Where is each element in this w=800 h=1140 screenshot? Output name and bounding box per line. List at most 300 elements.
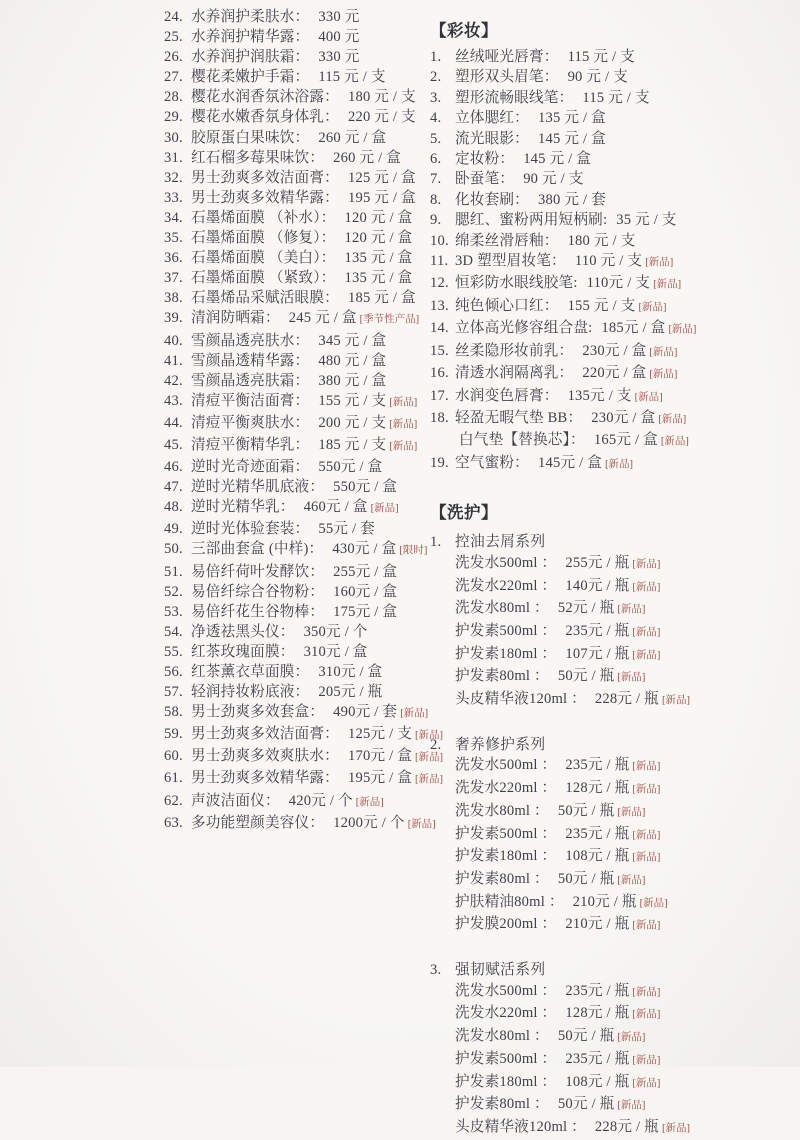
item-label: 红茶玫瑰面膜： xyxy=(191,643,295,660)
item-price: 52元 / 瓶 xyxy=(557,600,615,617)
item-price: 420元 / 个 xyxy=(288,792,353,809)
item-tag: [新品] xyxy=(617,1032,646,1044)
item-number: 58. xyxy=(164,704,183,721)
item-price: 220 元 / 支 xyxy=(347,109,416,126)
price-row xyxy=(164,208,430,228)
item-tag: [季节性产品] xyxy=(359,314,420,326)
item-price: 180 元 / 支 xyxy=(567,232,636,249)
item-price: 490元 / 套 xyxy=(333,704,398,721)
item-label: 水养润护润肤霜： xyxy=(191,49,310,66)
item-label: 逆时光奇迹面霜： xyxy=(191,459,310,476)
makeup-price-list xyxy=(430,47,790,475)
item-label: 洗发水80ml ： xyxy=(455,600,549,617)
item-number: 53. xyxy=(164,603,183,620)
item-label: 立体腮红： xyxy=(455,110,529,127)
price-row xyxy=(430,231,790,251)
item-price: 235元 / 瓶 xyxy=(565,825,630,842)
item-tag: [新品] xyxy=(661,695,690,707)
item-price: 230元 / 盒 xyxy=(591,409,656,426)
item-price: 228元 / 瓶 xyxy=(594,1119,659,1135)
item-label: 石墨烯品采赋活眼膜： xyxy=(191,290,339,307)
series-title: 控油去屑系列 xyxy=(455,534,546,551)
price-row xyxy=(455,778,790,801)
item-price: 310元 / 盒 xyxy=(318,664,383,680)
item-tag: [新品] xyxy=(605,458,634,470)
item-number: 59. xyxy=(164,726,183,743)
price-row xyxy=(164,457,430,477)
item-label: 逆时光精华肌底液： xyxy=(191,479,325,496)
item-price: 228元 / 瓶 xyxy=(594,691,659,708)
washcare-series xyxy=(430,960,790,1140)
item-label: 护发膜200ml ： xyxy=(455,916,557,933)
item-label: 护发素500ml ： xyxy=(455,825,557,842)
item-tag: [新品] xyxy=(389,440,418,452)
item-label: 恒彩防水眼线胶笔: xyxy=(455,275,578,292)
item-number: 14. xyxy=(430,320,449,337)
item-label: 水养润护精华露： xyxy=(191,29,310,46)
item-price: 50元 / 瓶 xyxy=(557,668,615,685)
series-number: 3. xyxy=(430,962,442,979)
washcare-series xyxy=(430,532,790,712)
price-row xyxy=(430,108,790,128)
section-makeup-header: 【彩妆】 xyxy=(430,21,498,40)
item-label: 樱花柔嫩护手霜： xyxy=(191,69,310,86)
item-number: 3. xyxy=(430,89,442,106)
price-row xyxy=(164,724,443,746)
item-label: 立体高光修容组合盘: xyxy=(455,320,593,337)
item-label: 空气蜜粉： xyxy=(455,454,529,471)
item-price: 235元 / 瓶 xyxy=(565,982,630,999)
item-price: 235元 / 瓶 xyxy=(565,622,630,639)
item-price: 205元 / 瓶 xyxy=(318,684,383,701)
item-price: 460元 / 盒 xyxy=(303,499,368,516)
item-number: 61. xyxy=(164,770,183,787)
item-number: 55. xyxy=(164,643,183,660)
item-price: 200 元 / 支 xyxy=(318,414,387,431)
price-row xyxy=(430,296,790,318)
item-tag: [新品] xyxy=(649,369,678,381)
item-label: 男士劲爽多效爽肤水： xyxy=(191,748,339,765)
price-row xyxy=(164,813,436,835)
item-price: 400 元 xyxy=(318,29,360,46)
item-number: 48. xyxy=(164,499,183,516)
item-number: 25. xyxy=(164,29,183,46)
item-price: 235元 / 瓶 xyxy=(565,757,630,774)
item-label: 清痘平衡洁面膏： xyxy=(191,392,310,409)
item-label: 樱花水润香氛沐浴露： xyxy=(191,89,339,106)
item-label: 卧蚕笔： xyxy=(455,171,515,188)
price-row xyxy=(164,702,430,724)
item-price: 480 元 / 盒 xyxy=(318,352,387,369)
item-tag: [新品] xyxy=(661,1123,690,1134)
item-price: 155 元 / 支 xyxy=(318,392,387,409)
item-label: 易倍纤荷叶发酵饮： xyxy=(191,563,325,580)
item-price: 110元 / 支 xyxy=(586,275,651,292)
price-row xyxy=(164,539,430,561)
price-row xyxy=(430,210,790,230)
item-label: 雪颜晶透亮肤霜： xyxy=(191,372,310,389)
item-price: 380 元 / 套 xyxy=(537,191,606,208)
item-number: 1. xyxy=(430,49,442,65)
item-number: 28. xyxy=(164,89,183,106)
item-label: 樱花水嫩香氛身体乳： xyxy=(191,109,339,126)
item-label: 洗发水500ml ： xyxy=(455,757,557,774)
price-row xyxy=(164,87,430,107)
series-title: 奢养修护系列 xyxy=(455,736,546,753)
price-row xyxy=(164,602,430,622)
item-label: 头皮精华液120ml ： xyxy=(455,1119,586,1135)
item-price: 185 元 / 盒 xyxy=(347,290,416,307)
item-label: 护发素500ml ： xyxy=(455,622,557,639)
price-row xyxy=(164,768,443,790)
price-row xyxy=(430,363,790,385)
price-row xyxy=(455,1026,790,1049)
price-row xyxy=(164,331,430,351)
price-row xyxy=(455,801,790,824)
price-row xyxy=(455,981,790,1004)
price-row xyxy=(164,168,430,188)
item-price: 35 元 / 支 xyxy=(616,212,677,229)
item-label: 3D 塑型眉妆笔： xyxy=(455,253,566,270)
item-label: 丝绒哑光唇膏： xyxy=(455,49,559,65)
item-label: 护发素80ml ： xyxy=(455,870,549,887)
item-label: 雪颜晶透亮肤水： xyxy=(191,332,310,349)
item-number: 7. xyxy=(430,171,442,188)
item-tag: [新品] xyxy=(660,436,689,448)
item-label: 洗发水220ml ： xyxy=(455,780,557,797)
item-price: 55元 / 套 xyxy=(318,521,375,538)
price-row xyxy=(455,869,790,892)
item-price: 120 元 / 盒 xyxy=(344,230,413,247)
price-row xyxy=(164,67,430,87)
item-tag: [新品] xyxy=(617,874,646,886)
item-label: 净透祛黑头仪： xyxy=(191,623,295,640)
item-label: 男士劲爽多效精华露： xyxy=(191,189,339,206)
item-price: 230元 / 盒 xyxy=(582,342,647,359)
item-price: 170元 / 盒 xyxy=(347,748,412,765)
item-price: 210元 / 瓶 xyxy=(565,916,630,933)
item-price: 430元 / 盒 xyxy=(332,541,397,558)
item-price: 550元 / 盒 xyxy=(333,479,398,496)
item-number: 41. xyxy=(164,352,183,369)
item-price: 345 元 / 盒 xyxy=(318,332,387,349)
price-row xyxy=(164,47,430,67)
item-price: 245 元 / 盒 xyxy=(288,310,357,327)
item-price: 235元 / 瓶 xyxy=(565,1050,630,1067)
item-label: 水养润护柔肤水： xyxy=(191,9,310,25)
price-row xyxy=(430,341,790,363)
item-tag: [新品] xyxy=(638,301,667,313)
item-label: 易倍纤花生谷物棒： xyxy=(191,603,325,620)
item-label: 三部曲套盒 (中样)： xyxy=(191,541,324,558)
price-row xyxy=(455,892,790,915)
item-tag: [新品] xyxy=(639,897,668,909)
item-price: 1200元 / 个 xyxy=(333,814,405,831)
item-number: 60. xyxy=(164,748,183,765)
price-row xyxy=(455,621,790,644)
price-row xyxy=(430,67,790,87)
item-price: 50元 / 瓶 xyxy=(557,1028,615,1045)
item-number: 10. xyxy=(430,232,449,249)
item-number: 50. xyxy=(164,541,183,558)
item-number: 47. xyxy=(164,479,183,496)
item-price: 108元 / 瓶 xyxy=(565,1073,630,1090)
item-tag: [新品] xyxy=(645,257,674,269)
item-price: 128元 / 瓶 xyxy=(565,780,630,797)
price-row xyxy=(164,391,430,413)
series-number: 2. xyxy=(430,736,442,753)
price-row xyxy=(455,914,790,937)
price-row xyxy=(430,88,790,108)
price-row xyxy=(455,644,790,667)
item-tag: [新品] xyxy=(632,920,661,932)
price-row xyxy=(164,228,430,248)
price-row xyxy=(430,386,790,408)
item-label: 定妆粉： xyxy=(455,151,515,168)
right-column xyxy=(430,7,790,1135)
item-label: 护发素500ml ： xyxy=(455,1050,557,1067)
price-row xyxy=(164,7,430,27)
item-tag: [新品] xyxy=(632,626,661,638)
item-label: 护发素80ml ： xyxy=(455,668,549,685)
series-items xyxy=(455,755,790,937)
item-price: 260 元 / 盒 xyxy=(318,129,387,146)
item-number: 32. xyxy=(164,169,183,186)
item-price: 110 元 / 支 xyxy=(574,253,643,270)
item-tag: [新品] xyxy=(400,708,429,720)
item-number: 57. xyxy=(164,684,183,701)
item-number: 52. xyxy=(164,583,183,600)
item-price: 255元 / 瓶 xyxy=(565,554,630,571)
price-row xyxy=(164,288,430,308)
item-number: 43. xyxy=(164,392,183,409)
item-number: 4. xyxy=(430,110,442,127)
item-tag: [新品] xyxy=(389,418,418,430)
item-price: 175元 / 盒 xyxy=(333,603,398,620)
item-label: 护发素80ml ： xyxy=(455,1096,549,1113)
item-label: 逆时光精华乳： xyxy=(191,499,295,516)
item-label: 胶原蛋白果味饮： xyxy=(191,129,310,146)
item-tag: [新品] xyxy=(632,1054,661,1066)
item-number: 63. xyxy=(164,814,183,831)
item-label: 男士劲爽多效洁面膏： xyxy=(191,726,339,743)
series-title-row xyxy=(430,960,790,981)
price-row xyxy=(459,430,790,452)
item-price: 115 元 / 支 xyxy=(318,69,386,86)
item-label: 塑形双头眉笔： xyxy=(455,69,559,86)
item-price: 50元 / 瓶 xyxy=(557,1096,615,1113)
item-label: 洗发水220ml ： xyxy=(455,577,557,594)
item-price: 125 元 / 盒 xyxy=(347,169,416,186)
series-number: 1. xyxy=(430,534,442,551)
item-label: 清痘平衡精华乳： xyxy=(191,436,310,453)
item-price: 145元 / 盒 xyxy=(537,454,603,471)
item-number: 62. xyxy=(164,792,183,809)
item-label: 雪颜晶透精华露： xyxy=(191,352,310,369)
item-number: 46. xyxy=(164,459,183,476)
item-number: 35. xyxy=(164,230,183,247)
item-number: 44. xyxy=(164,414,183,431)
item-price: 125元 / 支 xyxy=(347,726,412,743)
price-row xyxy=(430,318,790,340)
item-price: 50元 / 瓶 xyxy=(557,802,615,819)
item-number: 30. xyxy=(164,129,183,146)
item-number: 6. xyxy=(430,151,442,168)
item-label: 石墨烯面膜 （紧致）： xyxy=(191,270,336,287)
price-row xyxy=(164,413,430,435)
price-row xyxy=(455,576,790,599)
item-tag: [新品] xyxy=(632,784,661,796)
item-tag: [新品] xyxy=(632,649,661,661)
price-row xyxy=(430,251,790,273)
item-tag: [新品] xyxy=(632,558,661,570)
item-price: 90 元 / 支 xyxy=(523,171,584,188)
item-number: 54. xyxy=(164,623,183,640)
price-row xyxy=(430,129,790,149)
item-number: 17. xyxy=(430,387,449,404)
item-tag: [新品] xyxy=(653,279,682,291)
item-number: 12. xyxy=(430,275,449,292)
series-title-row xyxy=(430,735,790,756)
item-price: 135元 / 支 xyxy=(567,387,632,404)
section-washcare-header: 【洗护】 xyxy=(430,503,498,523)
item-number: 49. xyxy=(164,521,183,538)
item-price: 330 元 xyxy=(318,49,360,66)
item-label: 红石榴多莓果味饮： xyxy=(191,149,325,166)
price-row xyxy=(430,453,790,475)
item-number: 13. xyxy=(430,297,449,314)
item-tag: [新品] xyxy=(632,852,661,864)
item-label: 轻润持妆粉底液： xyxy=(191,684,310,701)
item-price: 260 元 / 盒 xyxy=(333,149,402,166)
item-label: 化妆套刷： xyxy=(455,191,529,208)
item-price: 255元 / 盒 xyxy=(333,563,398,580)
price-row xyxy=(455,846,790,869)
series-title-row xyxy=(430,532,790,553)
item-price: 220元 / 盒 xyxy=(582,365,647,382)
item-price: 140元 / 瓶 xyxy=(565,577,630,594)
item-tag: [新品] xyxy=(617,1100,646,1112)
price-row xyxy=(455,755,790,778)
series-items xyxy=(455,981,790,1140)
item-price: 185 元 / 支 xyxy=(318,436,387,453)
item-tag: [新品] xyxy=(632,761,661,773)
item-price: 155 元 / 支 xyxy=(567,297,636,314)
item-number: 37. xyxy=(164,270,183,287)
item-tag: [新品] xyxy=(668,324,697,336)
price-row xyxy=(164,662,430,682)
item-number: 11. xyxy=(430,253,449,270)
item-number: 16. xyxy=(430,365,449,382)
item-number: 24. xyxy=(164,9,183,25)
item-tag: [新品] xyxy=(649,346,678,358)
item-tag: [新品] xyxy=(355,796,384,808)
price-row xyxy=(164,642,430,662)
price-row xyxy=(430,149,790,169)
item-price: 135 元 / 盒 xyxy=(344,250,413,267)
item-tag: [新品] xyxy=(634,391,663,403)
item-label: 护发素180ml ： xyxy=(455,645,557,662)
item-price: 108元 / 瓶 xyxy=(565,848,630,865)
item-label: 声波洁面仪： xyxy=(191,792,280,809)
price-row xyxy=(430,169,790,189)
item-price: 310元 / 盒 xyxy=(303,643,368,660)
price-row xyxy=(455,1049,790,1072)
item-label: 易倍纤综合谷物粉： xyxy=(191,583,325,600)
item-label: 水润变色唇膏： xyxy=(455,387,559,404)
price-row xyxy=(164,562,430,582)
item-price: 145 元 / 盒 xyxy=(523,151,592,168)
item-label: 石墨烯面膜 （修复）： xyxy=(191,230,336,247)
item-price: 180 元 / 支 xyxy=(347,89,416,106)
item-label: 逆时光体验套装： xyxy=(191,521,310,538)
item-number: 36. xyxy=(164,250,183,267)
item-number: 45. xyxy=(164,436,183,453)
item-number: 40. xyxy=(164,332,183,349)
price-row xyxy=(164,148,430,168)
price-row xyxy=(164,435,430,457)
price-row xyxy=(430,273,790,295)
item-label: 洗发水220ml ： xyxy=(455,1005,557,1022)
item-label: 多功能塑颜美容仪： xyxy=(191,814,325,831)
item-price: 210元 / 瓶 xyxy=(572,893,637,910)
item-number: 33. xyxy=(164,189,183,206)
price-row xyxy=(164,682,430,702)
price-row xyxy=(455,598,790,621)
washcare-series xyxy=(430,735,790,937)
item-tag: [新品] xyxy=(617,604,646,616)
item-label: 白气垫【替换芯】： xyxy=(459,432,585,449)
item-tag: [新品] xyxy=(632,1009,661,1021)
item-label: 男士劲爽多效洁面膏： xyxy=(191,169,339,186)
item-label: 石墨烯面膜 （补水）： xyxy=(191,209,336,226)
price-row xyxy=(164,477,430,497)
item-label: 腮红、蜜粉两用短柄刷: xyxy=(455,212,608,229)
item-price: 195元 / 盒 xyxy=(347,770,412,787)
item-price: 165元 / 盒 xyxy=(593,432,658,449)
washcare-price-list xyxy=(430,532,790,1140)
price-row xyxy=(455,1072,790,1095)
item-label: 洗发水500ml ： xyxy=(455,982,557,999)
item-tag: [新品] xyxy=(658,413,687,425)
item-label: 绵柔丝滑唇釉： xyxy=(455,232,559,249)
item-number: 31. xyxy=(164,149,183,166)
item-number: 2. xyxy=(430,69,442,86)
item-price: 115 元 / 支 xyxy=(567,49,635,65)
item-label: 男士劲爽多效精华露： xyxy=(191,770,339,787)
price-row xyxy=(164,622,430,642)
price-row xyxy=(455,1117,790,1140)
item-tag: [新品] xyxy=(632,1077,661,1089)
price-row xyxy=(455,689,790,712)
item-number: 8. xyxy=(430,191,442,208)
price-row xyxy=(430,190,790,210)
item-label: 红茶薰衣草面膜： xyxy=(191,664,310,680)
item-price: 50元 / 瓶 xyxy=(557,870,615,887)
item-label: 护发素180ml ： xyxy=(455,1073,557,1090)
item-tag: [新品] xyxy=(414,730,443,742)
item-label: 洗发水500ml ： xyxy=(455,554,557,571)
item-label: 流光眼影： xyxy=(455,130,529,147)
item-tag: [新品] xyxy=(632,581,661,593)
item-label: 洗发水80ml ： xyxy=(455,1028,549,1045)
item-price: 380 元 / 盒 xyxy=(318,372,387,389)
item-tag: [新品] xyxy=(389,396,418,408)
price-row xyxy=(455,1003,790,1026)
item-tag: [新品] xyxy=(414,774,443,786)
item-number: 27. xyxy=(164,69,183,86)
item-price: 120 元 / 盒 xyxy=(344,209,413,226)
